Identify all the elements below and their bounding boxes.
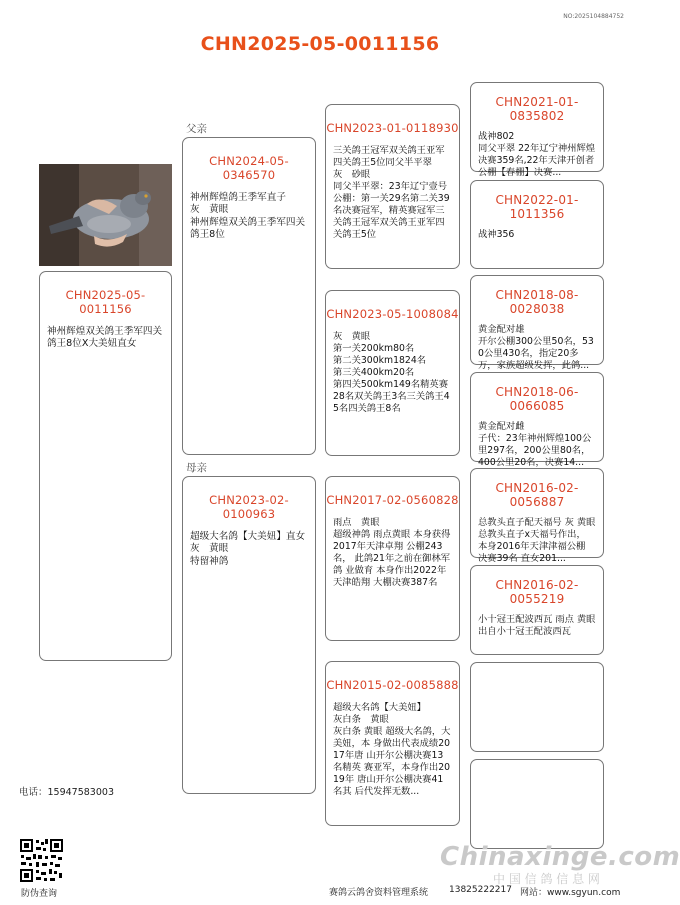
- ssd-info: [471, 229, 603, 241]
- sire-sire-line: 三关鸽王冠军双关鸽王亚军四关鸽王5位同父半平翠: [333, 145, 445, 168]
- system-name: 赛鸽云鸽舍资料管理系统: [329, 888, 429, 898]
- dam-sire-info: [326, 517, 459, 589]
- dam-dam-line: 灰白条 黄眼: [333, 714, 389, 725]
- ssd-card: [470, 180, 604, 269]
- sds-line: 黄金配对雄: [478, 324, 525, 335]
- dsd-line: 小十冠王配波西瓦 雨点 黄眼 出自小十冠王配波西瓦: [478, 614, 596, 637]
- phone-number: 电话：15947583003: [19, 787, 114, 798]
- sds-line: 开尔公棚300公里50名，530公里430名，指定20多万，家族超级发挥，此鸽...: [478, 336, 594, 371]
- dsd-info: [471, 614, 603, 664]
- dds-card-empty: [470, 662, 604, 752]
- sire-dam-line: 第一关200km80名: [333, 343, 415, 354]
- subject-card: [39, 271, 172, 661]
- dam-sire-line: 雨点 黄眼: [333, 517, 380, 528]
- sire-line: 神州辉煌鸽王季军直子: [190, 192, 286, 203]
- subject-info: [40, 326, 171, 351]
- sdd-card: [470, 372, 604, 468]
- sire-dam-info: [326, 331, 459, 415]
- sire-dam-line: 灰 黄眼: [333, 331, 371, 342]
- sss-line: 战神802: [478, 131, 515, 142]
- document-number: NO:2025104884752: [563, 13, 624, 20]
- page-title: CHN2025-05-0011156: [200, 33, 440, 55]
- sire-dam-line: 第二关300km1824名: [333, 355, 427, 366]
- dam-sire-card: [325, 476, 460, 641]
- sire-info: [183, 192, 315, 242]
- dam-ring-number: CHN2023-02-0100963: [209, 493, 289, 521]
- dss-card: [470, 468, 604, 564]
- sire-ring-number: CHN2024-05-0346570: [209, 154, 289, 182]
- watermark-cn: 中 国 信 鸽 信 息 网: [493, 872, 600, 886]
- dam-sire-ring-number: CHN2017-02-0560828: [326, 493, 459, 507]
- sire-line: 神州辉煌双关鸽王季军四关鸽王8位: [190, 216, 306, 241]
- sdd-info: [471, 421, 603, 471]
- dam-sire-line: 超级神鸽 雨点黄眼 本身获得2017年天津卓翔 公棚243名， 此鸽21年之前在御林军鸽 业做育 本身作出2022年天津皓翔 大棚决赛387名: [333, 529, 451, 588]
- dam-line: 灰 黄眼: [190, 543, 229, 555]
- sss-line: 同父平翠 22年辽宁神州辉煌决赛359名,22年天津开创者公棚【春棚】决赛...: [478, 143, 596, 178]
- sds-info: [471, 324, 603, 374]
- dsd-card: [470, 565, 604, 655]
- sire-line: 灰 黄眼: [190, 204, 229, 216]
- dam-line: 超级大名鸽【大美妞】直女: [190, 531, 306, 542]
- sire-sire-line: 灰 砂眼: [333, 169, 371, 180]
- sire-sire-info: [326, 145, 459, 241]
- sire-sire-card: [325, 104, 460, 269]
- sire-card: [182, 137, 316, 455]
- sss-ring-number: CHN2021-01-0835802: [495, 95, 579, 123]
- sds-ring-number: CHN2018-08-0028038: [495, 288, 579, 316]
- dss-info: [471, 517, 603, 567]
- dam-dam-info: [326, 702, 459, 798]
- dam-dam-card: [325, 661, 460, 826]
- sdd-ring-number: CHN2018-06-0066085: [495, 385, 579, 413]
- dam-dam-ring-number: CHN2015-02-0085888: [326, 678, 459, 692]
- dam-line: 特留神鸽: [190, 555, 229, 567]
- sire-sire-line: 同父半平翠：23年辽宁壹号公棚：第一关29名第二关39名决赛冠军，精英赛冠军三关鸽王冠军双关鸽王亚军四关鸽王5位: [333, 181, 450, 240]
- qr-code-icon[interactable]: [19, 838, 64, 883]
- subject-line: 神州辉煌双关鸽王季军四关鸽王8位X大美妞直女: [47, 326, 163, 350]
- ssd-ring-number: CHN2022-01-1011356: [495, 193, 579, 221]
- dss-line: 总教头直子配天福号 灰 黄眼 总教头直子x天福号作出， 本身2016年天津津福公棚 决赛39名 直女201...: [478, 517, 596, 564]
- dam-dam-line: 灰白条 黄眼 超级大名鸽，大美妞，本 身做出代表成绩2017年唐 山开尔公棚决赛13名精英 赛亚军，本身作出2019年 唐山开尔公棚决赛41名其 后代发挥无数...: [333, 726, 451, 797]
- sire-dam-line: 第四关500km149名精英赛28名双关鸽王3名三关鸽王45名四关鸽王8名: [333, 379, 450, 414]
- sss-info: [471, 131, 603, 181]
- sss-card: [470, 82, 604, 178]
- dsd-ring-number: CHN2016-02-0055219: [495, 578, 579, 606]
- sdd-line: 子代：23年神州辉煌100公里297名，200公里80名，400公里20名，决赛14...: [478, 433, 592, 468]
- dam-dam-line: 超级大名鸽【大美妞】: [333, 702, 426, 713]
- dam-card: [182, 476, 316, 794]
- sire-sire-ring-number: CHN2023-01-0118930: [326, 121, 459, 135]
- sire-dam-ring-number: CHN2023-05-1008084: [326, 307, 459, 321]
- pigeon-photo: [39, 164, 172, 266]
- anti-counterfeit-label: 防伪查询: [21, 889, 58, 899]
- dam-info: [183, 531, 315, 568]
- website-link[interactable]: 网站：www.sgyun.com: [520, 888, 621, 898]
- sdd-line: 黄金配对雌: [478, 421, 525, 432]
- father-label: 父亲: [186, 123, 207, 135]
- sds-card: [470, 275, 604, 371]
- sire-dam-card: [325, 290, 460, 456]
- subject-ring-number: CHN2025-05-0011156: [65, 288, 146, 316]
- ddd-card-empty: [470, 759, 604, 849]
- mother-label: 母亲: [186, 462, 207, 474]
- sire-dam-line: 第三关400km20名: [333, 367, 415, 378]
- ssd-line: 战神356: [478, 229, 515, 240]
- dss-ring-number: CHN2016-02-0056887: [495, 481, 579, 509]
- contact-tel: 13825222217: [449, 885, 512, 895]
- watermark: Chinaxinge.com: [440, 842, 680, 872]
